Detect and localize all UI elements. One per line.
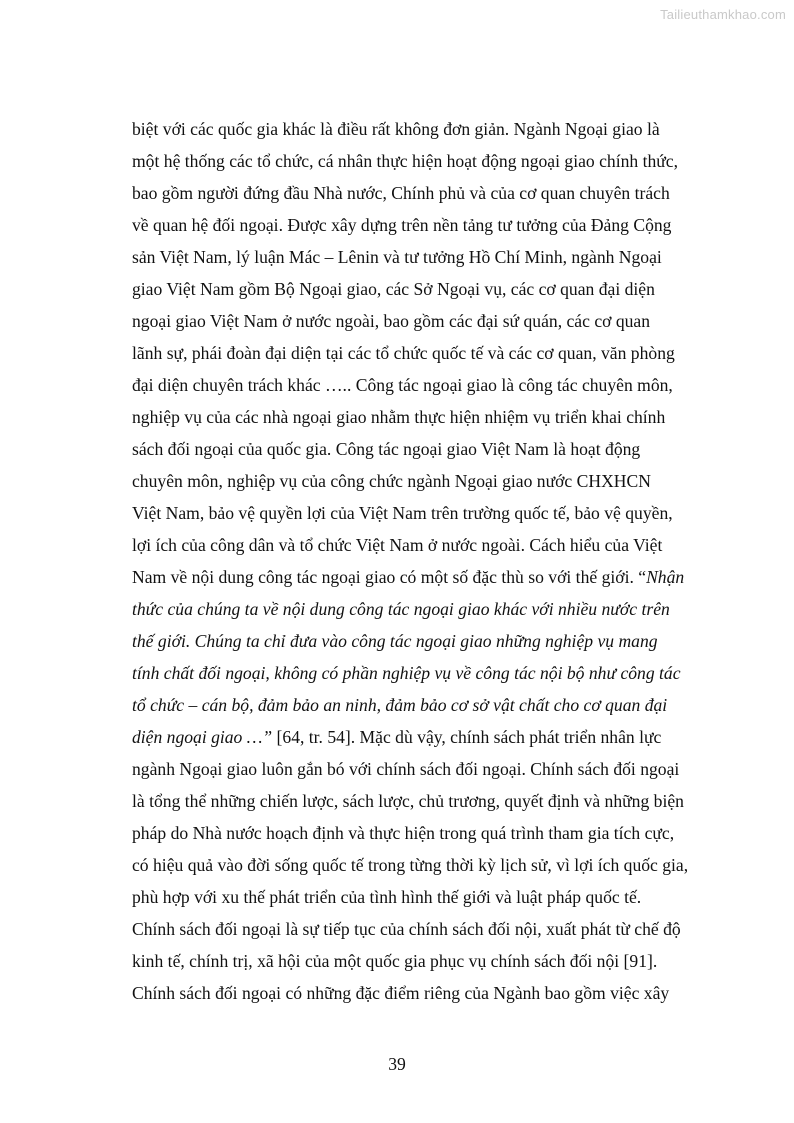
text-line: bao gồm người đứng đầu Nhà nước, Chính phủ và của cơ quan chuyên trách xyxy=(132,183,670,203)
page-body xyxy=(132,113,718,1009)
text-line: ngoại giao Việt Nam ở nước ngoài, bao gồm các đại sứ quán, các cơ quan xyxy=(132,311,651,331)
text-line: có hiệu quả vào đời sống quốc tế trong từng thời kỳ lịch sử, vì lợi ích quốc gia, xyxy=(132,855,689,875)
text-line: về quan hệ đối ngoại. Được xây dựng trên nền tảng tư tưởng của Đảng Cộng xyxy=(132,215,672,235)
text-line: lãnh sự, phái đoàn đại diện tại các tổ chức quốc tế và các cơ quan, văn phòng xyxy=(132,343,675,363)
text-line: biệt với các quốc gia khác là điều rất không đơn giản. Ngành Ngoại giao là xyxy=(132,119,660,139)
text-line: Chính sách đối ngoại là sự tiếp tục của chính sách đối nội, xuất phát từ chế độ xyxy=(132,919,681,939)
quote-text: tính chất đối ngoại, không có phần nghiệp vụ về công tác nội bộ như công tác xyxy=(132,663,681,683)
quote-text: thế giới. Chúng ta chỉ đưa vào công tác ngoại giao những nghiệp vụ mang xyxy=(132,631,658,651)
quote-text: diện ngoại giao …” xyxy=(132,727,273,747)
text-line: chuyên môn, nghiệp vụ của công chức ngành Ngoại giao nước CHXHCN xyxy=(132,471,651,491)
text-line: phù hợp với xu thế phát triển của tình hình thế giới và luật pháp quốc tế. xyxy=(132,887,642,907)
quote-text: Nhận xyxy=(646,567,685,587)
text-line xyxy=(132,625,718,657)
text-line: Việt Nam, bảo vệ quyền lợi của Việt Nam trên trường quốc tế, bảo vệ quyền, xyxy=(132,503,673,523)
quote-text: thức của chúng ta về nội dung công tác ngoại giao khác với nhiều nước trên xyxy=(132,599,670,619)
text-line: ngành Ngoại giao luôn gắn bó với chính sách đối ngoại. Chính sách đối ngoại xyxy=(132,759,680,779)
text-line: diện ngoại giao …” [64, tr. 54]. Mặc dù vậy, chính sách phát triển nhân lực xyxy=(132,727,662,747)
quote-text: tổ chức – cán bộ, đảm bảo an ninh, đảm bảo cơ sở vật chất cho cơ quan đại xyxy=(132,695,668,715)
text-line xyxy=(132,657,718,689)
text-line: một hệ thống các tổ chức, cá nhân thực hiện hoạt động ngoại giao chính thức, xyxy=(132,151,678,171)
text-line: Nam về nội dung công tác ngoại giao có một số đặc thù so với thế giới. “Nhận xyxy=(132,567,685,587)
text-line: nghiệp vụ của các nhà ngoại giao nhằm thực hiện nhiệm vụ triển khai chính xyxy=(132,407,666,427)
watermark: Tailieuthamkhao.com xyxy=(660,7,786,22)
text-line xyxy=(132,593,718,625)
text-line: sản Việt Nam, lý luận Mác – Lênin và tư tưởng Hồ Chí Minh, ngành Ngoại xyxy=(132,247,662,267)
page-number: 39 xyxy=(388,1054,406,1074)
text-line: pháp do Nhà nước hoạch định và thực hiện trong quá trình tham gia tích cực, xyxy=(132,823,675,843)
text-line: sách đối ngoại của quốc gia. Công tác ngoại giao Việt Nam là hoạt động xyxy=(132,439,641,459)
text-line: đại diện chuyên trách khác ….. Công tác ngoại giao là công tác chuyên môn, xyxy=(132,375,673,395)
text-line: Chính sách đối ngoại có những đặc điểm riêng của Ngành bao gồm việc xây xyxy=(132,983,670,1003)
text-line xyxy=(132,689,718,721)
text-line: lợi ích của công dân và tổ chức Việt Nam ở nước ngoài. Cách hiểu của Việt xyxy=(132,535,663,555)
text-line: là tổng thể những chiến lược, sách lược, chủ trương, quyết định và những biện xyxy=(132,791,684,811)
text-line: giao Việt Nam gồm Bộ Ngoại giao, các Sở Ngoại vụ, các cơ quan đại diện xyxy=(132,279,655,299)
text-line: kinh tế, chính trị, xã hội của một quốc gia phục vụ chính sách đối nội [91]. xyxy=(132,951,658,971)
